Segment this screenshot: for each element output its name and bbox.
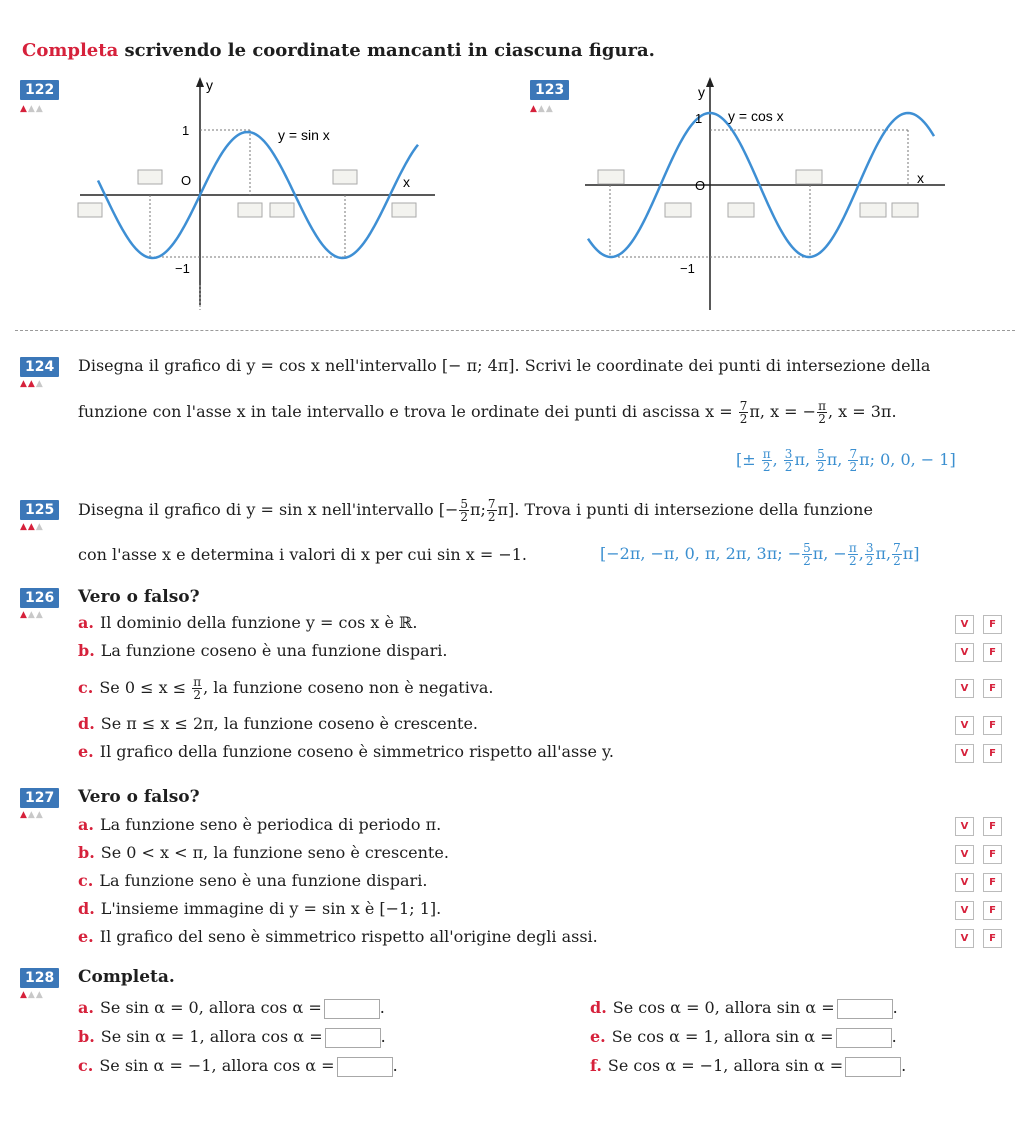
ex128-item-b: b. Se sin α = 1, allora cos α = . <box>78 1027 386 1046</box>
false-box[interactable]: F <box>983 845 1002 864</box>
blank-box <box>892 203 918 217</box>
false-box[interactable]: F <box>983 873 1002 892</box>
blank-box <box>392 203 416 217</box>
exercise-instruction <box>22 40 655 61</box>
true-false-boxes[interactable] <box>946 929 1002 948</box>
true-box[interactable]: V <box>955 643 974 662</box>
false-box[interactable]: F <box>983 679 1002 698</box>
false-box[interactable]: F <box>983 744 1002 763</box>
false-box[interactable]: F <box>983 716 1002 735</box>
true-false-boxes[interactable] <box>946 845 1002 864</box>
ex128-item-e: e. Se cos α = 1, allora sin α = . <box>590 1027 897 1046</box>
ex128-item-a: a. Se sin α = 0, allora cos α = . <box>78 998 385 1017</box>
true-false-boxes[interactable] <box>946 744 1002 763</box>
cosine-graph <box>570 75 950 315</box>
true-false-boxes[interactable] <box>946 643 1002 662</box>
difficulty-125: ▲▲▲ <box>20 522 44 532</box>
answer-blank[interactable] <box>845 1057 901 1077</box>
ex128-item-d: d. Se cos α = 0, allora sin α = . <box>590 998 898 1017</box>
sine-graph <box>60 75 440 315</box>
instruction-accent: Completa <box>22 40 119 61</box>
blank-box <box>796 170 822 184</box>
exercise-number-128: 128 <box>20 968 59 988</box>
ex125-answer: [−2π, −π, 0, π, 2π, 3π; − $\frac{5}{2}$ π, − $\frac{\pi}{2}$ , $\frac{3}{2}$ π, $\frac{7}{2}$ π] <box>600 541 920 568</box>
tick-minus-one: −1 <box>680 261 695 276</box>
exercise-number-126: 126 <box>20 588 59 608</box>
answer-blank[interactable] <box>324 999 380 1019</box>
blank-box <box>598 170 624 184</box>
ex126-item-c: c. Se 0 ≤ x ≤ $\frac{\pi}{2}$ , la funzione coseno non è negativa. <box>78 675 494 702</box>
difficulty-122: ▲▲▲ <box>20 104 44 114</box>
ex128-item-c: c. Se sin α = −1, allora cos α = . <box>78 1056 398 1075</box>
instruction-text: scrivendo le coordinate mancanti in ciascuna figura. <box>118 40 655 61</box>
exercise-number-124: 124 <box>20 357 59 377</box>
x-axis-label: x <box>403 174 410 190</box>
blank-box <box>78 203 102 217</box>
true-false-boxes[interactable] <box>946 901 1002 920</box>
false-box[interactable]: F <box>983 817 1002 836</box>
false-box[interactable]: F <box>983 901 1002 920</box>
true-box[interactable]: V <box>955 817 974 836</box>
ex127-item-e: e. Il grafico del seno è simmetrico rispetto all'origine degli assi. <box>78 927 598 946</box>
ex127-item-c: c. La funzione seno è una funzione dispari. <box>78 871 428 890</box>
true-box[interactable]: V <box>955 929 974 948</box>
true-false-boxes[interactable] <box>946 679 1002 698</box>
ex127-item-a: a. La funzione seno è periodica di periodo π. <box>78 815 442 834</box>
true-box[interactable]: V <box>955 679 974 698</box>
ex124-line1: Disegna il grafico di y = cos x nell'intervallo [− π; 4π]. Scrivi le coordinate dei punti di intersezione della <box>78 356 931 375</box>
function-label: y = sin x <box>278 127 330 143</box>
tick-one: 1 <box>182 123 190 138</box>
ex125-line2: con l'asse x e determina i valori di x per cui sin x = −1. <box>78 545 527 564</box>
true-false-boxes[interactable] <box>946 716 1002 735</box>
answer-blank[interactable] <box>325 1028 381 1048</box>
blank-box <box>138 170 162 184</box>
function-label: y = cos x <box>728 108 784 124</box>
answer-blank[interactable] <box>837 999 893 1019</box>
tick-one: 1 <box>695 111 703 126</box>
ex126-item-b: b. La funzione coseno è una funzione dispari. <box>78 641 448 660</box>
x-axis-label: x <box>917 170 924 186</box>
true-box[interactable]: V <box>955 873 974 892</box>
y-arrow <box>196 77 204 87</box>
difficulty-123: ▲▲▲ <box>530 104 554 114</box>
true-box[interactable]: V <box>955 845 974 864</box>
exercise-number-122: 122 <box>20 80 59 100</box>
ex126-item-e: e. Il grafico della funzione coseno è simmetrico rispetto all'asse y. <box>78 742 615 761</box>
blank-box <box>238 203 262 217</box>
y-axis-label: y <box>698 84 705 100</box>
false-box[interactable]: F <box>983 643 1002 662</box>
true-false-boxes[interactable] <box>946 873 1002 892</box>
true-false-boxes[interactable] <box>946 615 1002 634</box>
section-divider <box>15 330 1015 331</box>
tick-minus-one: −1 <box>175 261 190 276</box>
ex125-line1: Disegna il grafico di y = sin x nell'intervallo [− $\frac{5}{2}$ π; $\frac{7}{2}$ π]. Trova i punti di intersezione della funzione <box>78 497 873 524</box>
answer-blank[interactable] <box>836 1028 892 1048</box>
difficulty-127: ▲▲▲ <box>20 810 44 820</box>
true-box[interactable]: V <box>955 615 974 634</box>
ex126-item-d: d. Se π ≤ x ≤ 2π, la funzione coseno è crescente. <box>78 714 479 733</box>
ex127-title: Vero o falso? <box>78 787 200 807</box>
blank-box <box>333 170 357 184</box>
ex127-item-d: d. L'insieme immagine di y = sin x è [−1; 1]. <box>78 899 442 918</box>
exercise-number-125: 125 <box>20 500 59 520</box>
ex126-item-a: a. Il dominio della funzione y = cos x è ℝ. <box>78 613 418 632</box>
origin-label: O <box>695 178 706 193</box>
blank-box <box>270 203 294 217</box>
exercise-number-127: 127 <box>20 788 59 808</box>
difficulty-126: ▲▲▲ <box>20 610 44 620</box>
ex124-answer: [± $\frac{\pi}{2}$ , $\frac{3}{2}$ π, $\frac{5}{2}$ π, $\frac{7}{2}$ π; 0, 0, − 1] <box>736 447 956 474</box>
ex128-title: Completa. <box>78 967 175 987</box>
true-box[interactable]: V <box>955 716 974 735</box>
true-box[interactable]: V <box>955 901 974 920</box>
y-arrow <box>706 77 714 87</box>
true-box[interactable]: V <box>955 744 974 763</box>
ex127-item-b: b. Se 0 < x < π, la funzione seno è crescente. <box>78 843 449 862</box>
ex124-line2: funzione con l'asse x in tale intervallo e trova le ordinate dei punti di ascissa x = $\frac{7}{2}$ π, x = − $\frac{\pi}{2}$ , x = 3π. <box>78 399 897 426</box>
answer-blank[interactable] <box>337 1057 393 1077</box>
true-false-boxes[interactable] <box>946 817 1002 836</box>
difficulty-128: ▲▲▲ <box>20 990 44 1000</box>
ex126-title: Vero o falso? <box>78 587 200 607</box>
false-box[interactable]: F <box>983 615 1002 634</box>
blank-box <box>665 203 691 217</box>
false-box[interactable]: F <box>983 929 1002 948</box>
difficulty-124: ▲▲▲ <box>20 379 44 389</box>
y-axis-label: y <box>206 77 213 93</box>
blank-box <box>860 203 886 217</box>
ex128-item-f: f. Se cos α = −1, allora sin α = . <box>590 1056 907 1075</box>
blank-box <box>728 203 754 217</box>
exercise-number-123: 123 <box>530 80 569 100</box>
origin-label: O <box>181 173 192 188</box>
